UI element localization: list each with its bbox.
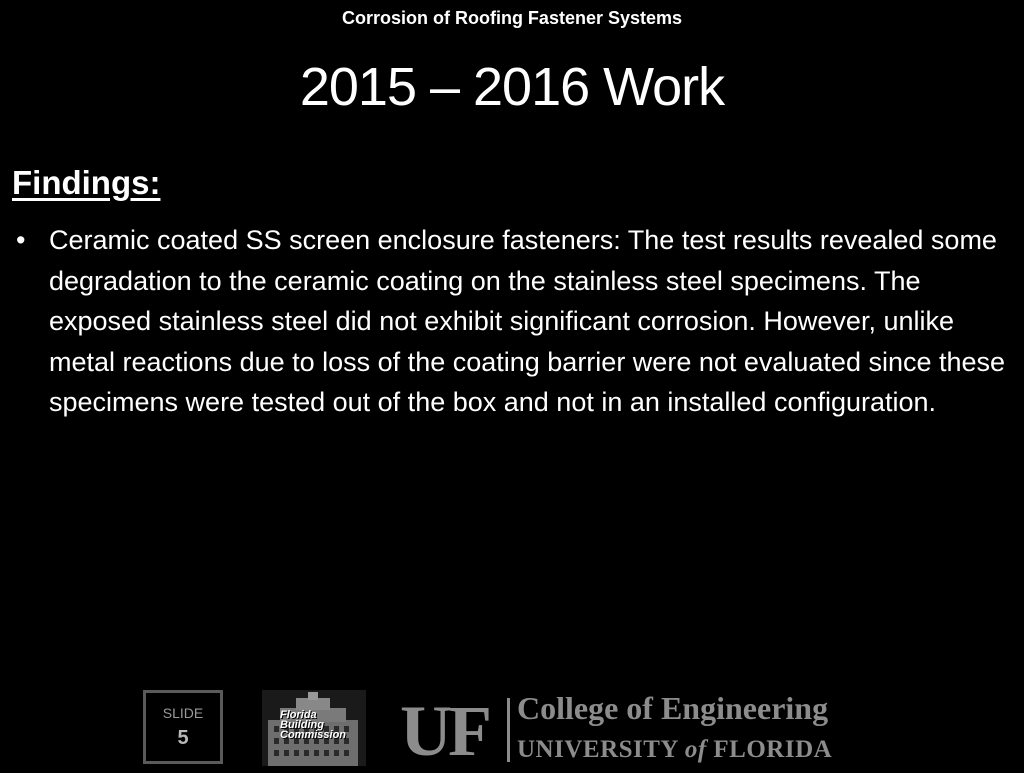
university-post: FLORIDA <box>706 736 833 763</box>
slide-number-box <box>143 690 223 764</box>
footer <box>0 686 1024 771</box>
bullet-icon: • <box>16 225 26 255</box>
fbc-line1: Florida <box>280 709 317 721</box>
bullet-list <box>12 220 1012 423</box>
university-of: of <box>684 736 707 763</box>
presentation-subtitle: Corrosion of Roofing Fastener Systems <box>341 8 683 28</box>
fbc-line2: Building <box>280 719 324 731</box>
university-name <box>517 736 832 764</box>
findings-heading: Findings: <box>12 164 161 201</box>
fbc-logo-text <box>280 710 346 740</box>
slide-title: 2015 – 2016 Work <box>299 57 725 117</box>
fbc-line3: Commission <box>280 729 347 741</box>
logo-divider <box>507 698 510 762</box>
college-name: College of Engineering <box>517 690 829 726</box>
slide-label: SLIDE <box>162 705 204 721</box>
florida-building-commission-logo <box>262 690 366 766</box>
uf-college-of-engineering-logo <box>400 690 900 771</box>
slide-number: 5 <box>177 727 189 749</box>
bullet-item <box>12 220 1012 423</box>
uf-letters: UF <box>400 691 488 771</box>
university-pre: UNIVERSITY <box>517 736 685 763</box>
bullet-text: Ceramic coated SS screen enclosure fasteners: The test results revealed some degradation to the ceramic coating on the stainless steel specimens. The exposed stainless steel did not exhibit significant corrosion. However, unlike metal reactions due to loss of the coating barrier were not evaluated since these specimens were tested out of the box and not in an installed configuration. <box>49 225 1006 417</box>
